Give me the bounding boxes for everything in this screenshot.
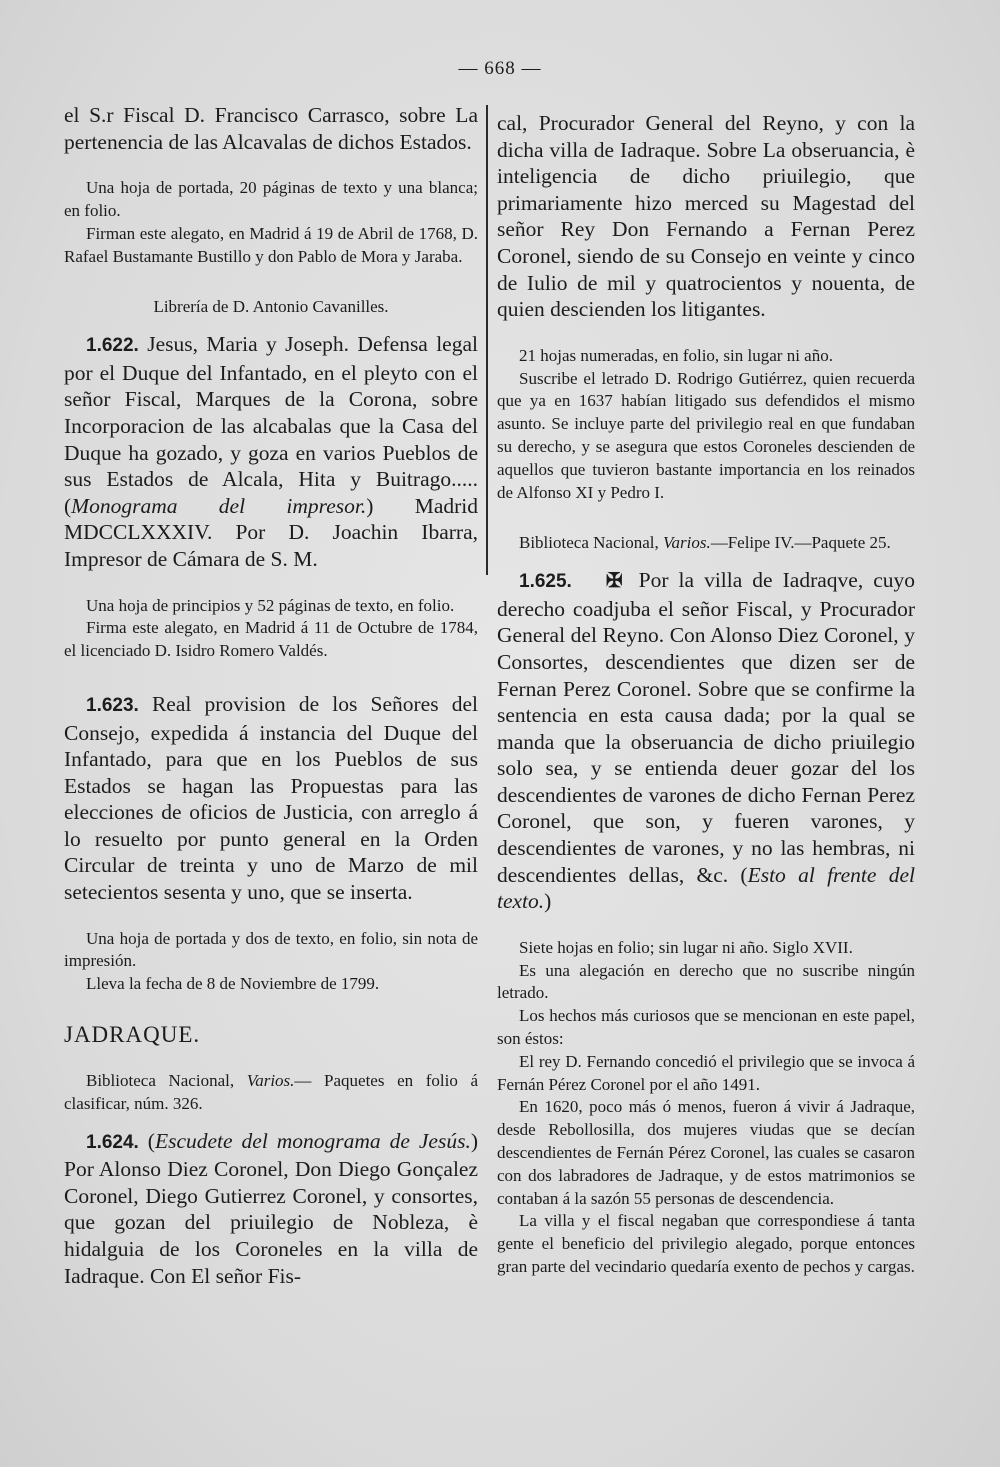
- entry-number: 1.622.: [86, 335, 139, 357]
- note-text-end: — Paquetes en folio á clasificar, núm. 326.: [64, 1071, 478, 1113]
- entry-text-end: ) Madrid MDCCLXXXIV. Por D. Joachin Ibarra, Impresor de Cámara de S. M.: [64, 493, 478, 571]
- note-text-end: —Felipe IV.—Paquete 25.: [710, 533, 891, 553]
- entry-text: (: [147, 1128, 155, 1153]
- entry-italic: Monograma del impresor.: [71, 493, 367, 518]
- right-column: [497, 110, 915, 1279]
- left-note-7: [64, 1070, 478, 1116]
- left-paragraph-1: el S.r Fiscal D. Francisco Carrasco, sobre La pertenencia de las Alcavalas de dichos Estados.: [64, 103, 478, 154]
- entry-1622: [64, 331, 478, 572]
- left-column: [64, 102, 478, 1289]
- note-text: Biblioteca Nacional,: [519, 533, 663, 553]
- cross-icon: ✠: [605, 570, 623, 593]
- left-note-5: Una hoja de portada y dos de texto, en folio, sin nota de impresión.: [64, 928, 478, 971]
- entry-number: 1.625.: [519, 571, 572, 593]
- right-note-7: El rey D. Fernando concedió el privilegio que se invoca á Fernán Pérez Coronel por el año 1491.: [497, 1051, 915, 1094]
- section-heading: JADRAQUE.: [64, 1022, 201, 1048]
- note-italic: Varios.: [246, 1071, 295, 1091]
- entry-1623: [64, 691, 478, 906]
- left-note-1: Una hoja de portada, 20 páginas de texto y una blanca; en folio.: [64, 178, 478, 220]
- right-note-9: La villa y el fiscal negaban que correspondiese á tanta gente el beneficio del privilegio alegado, porque entonces gran parte del vecindario quedaría exento de pechos y cargas.: [497, 1211, 915, 1276]
- right-note-3: [497, 532, 915, 555]
- left-note-4: Firma este alegato, en Madrid á 11 de Octubre de 1784, el licenciado D. Isidro Romero Valdés.: [64, 618, 478, 661]
- entry-number: 1.623.: [86, 694, 139, 716]
- entry-text-end: ): [544, 889, 552, 914]
- right-note-2: Suscribe el letrado D. Rodrigo Gutiérrez, quien recuerda que ya en 1637 habían litigado sus defendidos el mismo asunto. Se incluye parte del privilegio real en que fundaban su derecho, y se asegura que estos Coroneles descienden de aquellos que tuvieron bastante importancia en los reinados de Alfonso XI y Pedro I.: [497, 368, 915, 502]
- left-note-6: Lleva la fecha de 8 de Noviembre de 1799.: [86, 974, 380, 994]
- column-divider: [486, 105, 488, 575]
- right-note-4: Siete hojas en folio; sin lugar ni año. Siglo XVII.: [519, 937, 853, 957]
- page-number: — 668 —: [458, 58, 542, 79]
- left-note-3: Una hoja de principios y 52 páginas de texto, en folio.: [86, 595, 455, 615]
- entry-text: Real provision de los Señores del Consejo, expedida á instancia del Duque del Infantado, para que en los Pueblos de sus Estados se hagan las Propuestas para las elecciones de oficios de Justicia, con arreglo á lo resuelto por punto general en la Orden Circular de treinta y uno de Marzo de mil setecientos sesenta y uno, que se inserta.: [64, 691, 478, 905]
- entry-italic: Esto al frente del texto.: [497, 862, 915, 914]
- note-text: Biblioteca Nacional,: [86, 1071, 247, 1091]
- right-paragraph-1: cal, Procurador General del Reyno, y con la dicha villa de Iadraque. Sobre La obseruancia, è inteligencia de dicho priuilegio, que primariamente hizo merced su Magestad del señor Rey Don Fernando a Fernan Perez Coronel, siendo de su Consejo en veinte y cinco de Iulio de mil y quatrocientos y nouenta, de quien descienden los litigantes.: [497, 111, 915, 322]
- right-note-1: 21 hojas numeradas, en folio, sin lugar ni año.: [519, 345, 833, 365]
- entry-text: Por la villa de Iadraqve, cuyo derecho coadjuba el señor Fiscal, y Procurador General del Reyno. Con Alonso Diez Coronel, y Consortes, descendientes que dizen ser de Fernan Perez Coronel. Sobre que se confirme la sentencia en esta causa dada; por la qual se manda que la obseruancia de dicho priuilegio solo sea, y se entienda deuer gozar del los descendientes de varones de dicho Fernan Perez Coronel, que son, y fueren varones, y descendientes de varones, y no las hembras, ni descendientes dellas, &c. (: [497, 568, 916, 887]
- left-note-2: Firman este alegato, en Madrid á 19 de Abril de 1768, D. Rafael Bustamante Bustillo y don Pablo de Mora y Jaraba.: [64, 223, 478, 266]
- note-italic: Varios.: [662, 533, 711, 553]
- right-note-8: En 1620, poco más ó menos, fueron á vivir á Jadraque, desde Rebollosilla, dos mujeres viudas que se decían descendientes de Fernán Pérez Coronel, las cuales se casaron con dos labradores de Jadraque, y de estos matrimonios se contaban á la sazón 55 personas de descendencia.: [497, 1097, 915, 1208]
- entry-text-end: ) Por Alonso Diez Coronel, Don Diego Gonçalez Coronel, Diego Gutierrez Coronel, y consortes, que gozan del priuilegio de Nobleza, è hidalguia de los Coroneles en la villa de Iadraque. Con El señor Fis-: [64, 1128, 479, 1288]
- entry-1624: [64, 1128, 478, 1290]
- library-note: Librería de D. Antonio Cavanilles.: [153, 297, 389, 317]
- entry-text: Jesus, Maria y Joseph. Defensa legal por el Duque del Infantado, en el pleyto con el señor Fiscal, Marques de la Corona, sobre Incorporacion de las alcabalas que la Casa del Duque ha gozado, y goza en varios Pueblos de sus Estados de Alcala, Hita y Buitrago..... (: [64, 332, 478, 518]
- entry-number: 1.624.: [86, 1131, 139, 1153]
- entry-1625: [497, 567, 915, 915]
- right-note-5: Es una alegación en derecho que no suscribe ningún letrado.: [497, 960, 915, 1003]
- entry-italic: Escudete del monograma de Jesús.: [154, 1128, 471, 1153]
- right-note-6: Los hechos más curiosos que se mencionan en este papel, son éstos:: [497, 1006, 915, 1049]
